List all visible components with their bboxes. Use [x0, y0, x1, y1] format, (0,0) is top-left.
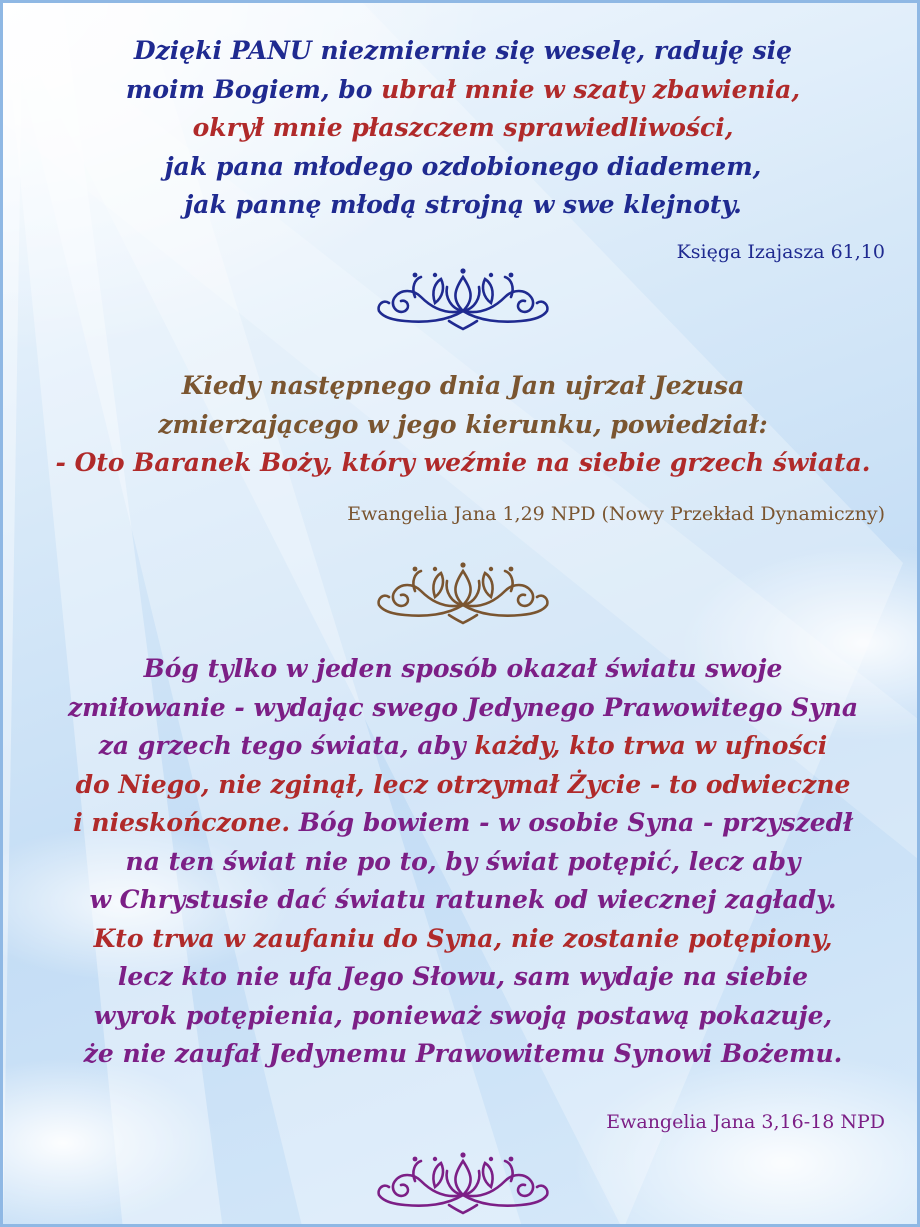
verse-text-run: jak pana młodego ozdobionego diademem, — [164, 151, 762, 181]
reference-john-3-16: Ewangelia Jana 3,16-18 NPD — [606, 1111, 885, 1133]
verse-text-run: Kto trwa w zaufaniu do Syna, nie zostanie potępiony, — [93, 923, 833, 953]
verse-line — [13, 650, 913, 689]
floral-ornament-icon — [375, 1151, 551, 1215]
verse-text-run: jak pannę młodą strojną w swe klejnoty. — [184, 190, 742, 219]
verse-line — [13, 109, 913, 148]
verse-line — [13, 367, 913, 406]
verse-line — [13, 444, 913, 483]
verse-text-run: Bóg bowiem - w osobie Syna - przyszedł — [298, 808, 853, 837]
verse-text-run: na ten świat nie po to, by świat potępić, lecz aby — [125, 846, 801, 876]
verse-line — [13, 766, 913, 805]
verse-line — [13, 843, 913, 882]
verse-text-run: - Oto Baranek Boży, który weźmie na siebie grzech świata. — [55, 448, 871, 477]
verse-john-3-16 — [13, 650, 913, 1074]
verse-line — [13, 71, 913, 110]
verse-text-run: ubrał mnie w szaty zbawienia, — [381, 74, 801, 104]
verse-text-run: każdy, kto trwa w ufności — [474, 731, 828, 760]
verse-john-1-29 — [13, 367, 913, 483]
verse-line — [13, 1035, 913, 1074]
verse-text-run: Bóg tylko w jeden sposób okazał światu swoje — [143, 654, 783, 683]
floral-ornament-icon — [375, 267, 551, 331]
floral-ornament-icon — [375, 561, 551, 625]
verse-text-run: za grzech tego świata, aby — [98, 731, 475, 760]
verse-text-run: okrył mnie płaszczem sprawiedliwości, — [192, 113, 734, 142]
verse-line — [13, 804, 913, 843]
verse-line — [13, 186, 913, 225]
verse-text-run: zmierzającego w jego kierunku, powiedział: — [158, 409, 768, 439]
verse-line — [13, 406, 913, 445]
verse-text-run: lecz kto nie ufa Jego Słowu, sam wydaje na siebie — [117, 962, 809, 991]
verse-text-run: Dzięki PANU niezmiernie się weselę, raduję się — [133, 36, 793, 65]
verse-line — [13, 920, 913, 959]
verse-line — [13, 689, 913, 728]
verse-text-run: moim Bogiem, bo — [125, 74, 382, 104]
reference-isaiah: Księga Izajasza 61,10 — [676, 241, 885, 263]
verse-line — [13, 32, 913, 71]
reference-john-1-29: Ewangelia Jana 1,29 NPD (Nowy Przekład Dynamiczny) — [347, 503, 885, 525]
verse-line — [13, 958, 913, 997]
verse-line — [13, 148, 913, 187]
verse-text-run: do Niego, nie zginął, lecz otrzymał Życie - to odwieczne — [75, 769, 851, 799]
verse-text-run: i nieskończone. — [73, 808, 299, 837]
verse-isaiah — [13, 32, 913, 225]
verse-line — [13, 997, 913, 1036]
verse-text-run: zmiłowanie - wydając swego Jedynego Prawowitego Syna — [67, 692, 859, 722]
verse-text-run: że nie zaufał Jedynemu Prawowitemu Synowi Bożemu. — [83, 1039, 843, 1068]
verse-text-run: w Chrystusie dać światu ratunek od wiecznej zagłady. — [89, 885, 837, 914]
verse-line — [13, 881, 913, 920]
verse-text-run: wyrok potępienia, ponieważ swoją postawą pokazuje, — [93, 1000, 833, 1030]
verse-line — [13, 727, 913, 766]
verse-text-run: Kiedy następnego dnia Jan ujrzał Jezusa — [181, 371, 745, 400]
